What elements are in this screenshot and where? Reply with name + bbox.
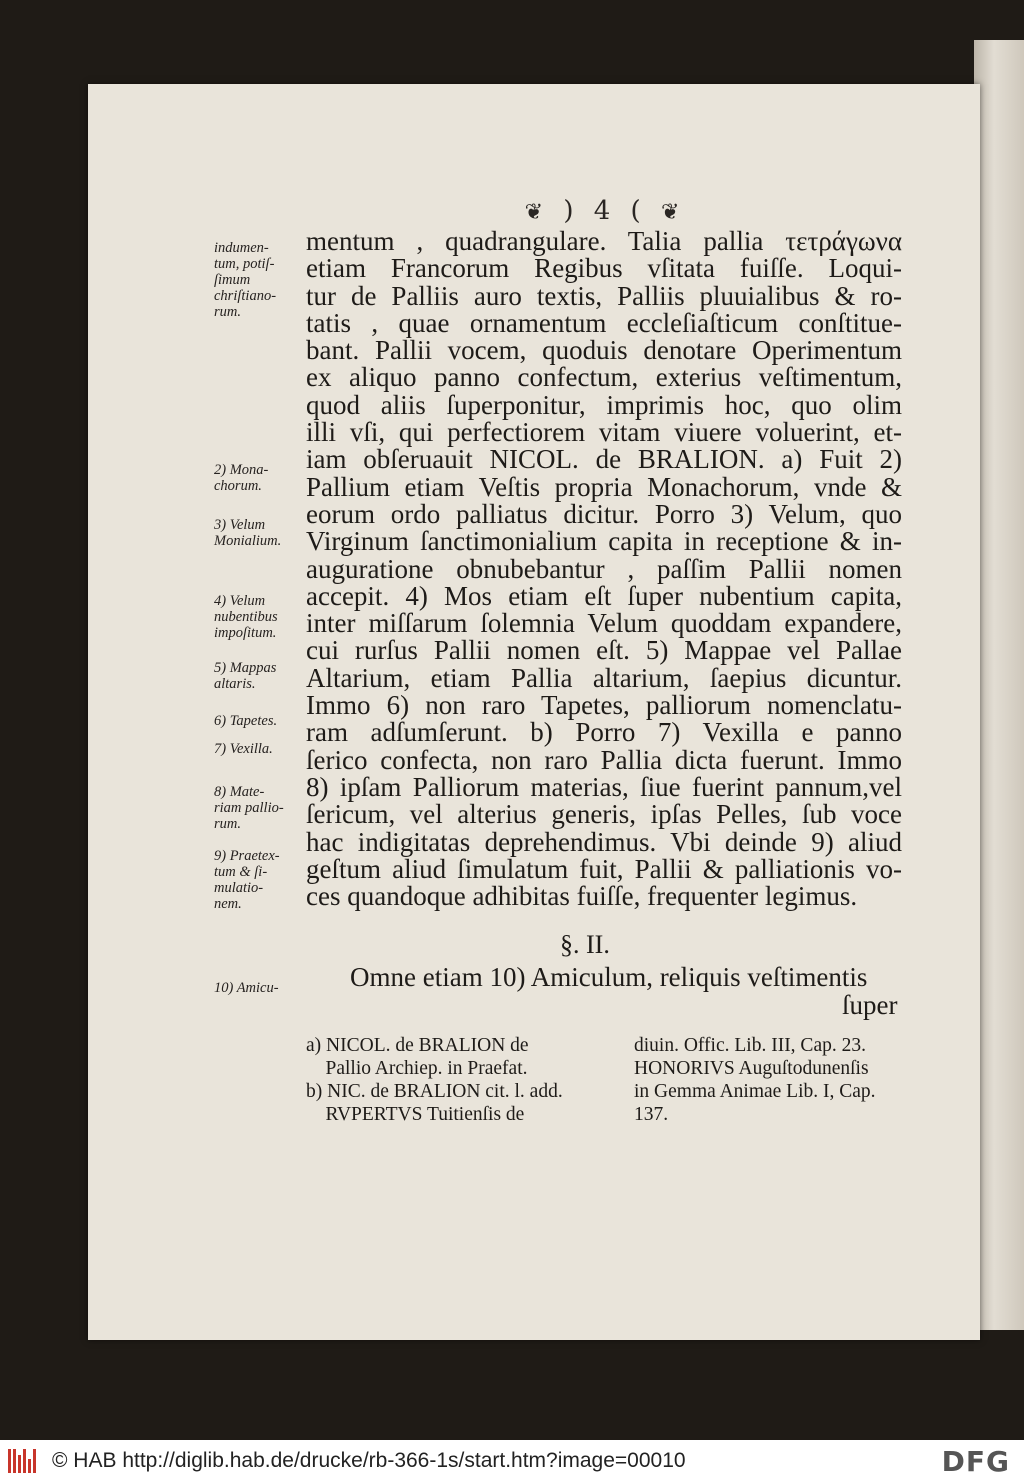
footnote-line: RVPERTVS Tuitienſis de [306, 1104, 525, 1125]
section-heading: §. II. [560, 930, 610, 959]
text-line: iam obſeruauit NICOL. de BRALION. a) Fuit 2) [306, 444, 902, 475]
text-line: tur de Palliis auro textis, Palliis pluuialibus & ro- [306, 280, 902, 311]
text-line: Virginum ſanctimonialium capita in receptione & in- [306, 526, 902, 557]
text-line: cui rurſus Pallii nomen eſt. 5) Mappae vel Pallae [306, 635, 902, 666]
text-line: ſericum, vel alterius generis, ipſas Pelles, ſub voce [306, 799, 902, 830]
dfg-logo: DFG [941, 1445, 1010, 1478]
text-line: eorum ordo palliatus dicitur. Porro 3) Velum, quo [306, 498, 902, 529]
text-line: quod aliis ſuperponitur, imprimis hoc, quo olim [306, 389, 902, 420]
margin-note: 2) Mona- chorum. [214, 462, 269, 494]
footnote-line: a) NICOL. de BRALION de [306, 1035, 529, 1056]
page-number: ) 4 ( [563, 196, 647, 226]
text-line: ram adſumſerunt. b) Porro 7) Vexilla e panno [306, 717, 902, 748]
text-line: 8) ipſam Palliorum materias, ſiue fuerint pannum,vel [306, 771, 902, 802]
footnotes-right [634, 1034, 902, 1126]
ornament-left-icon: ❦ [524, 200, 550, 225]
running-header [500, 196, 710, 226]
main-text [306, 228, 902, 910]
text-line: geſtum aliud ſimulatum fuit, Pallii & palliationis vo- [306, 853, 902, 884]
text-line: inter miſſarum ſolemnia Velum quoddam expandere, [306, 608, 902, 639]
text-line: etiam Francorum Regibus vſitata fuiſſe. Loqui- [306, 253, 902, 284]
margin-note: 9) Praetex- tum & ſi- mulatio- nem. [214, 848, 280, 912]
text-line: hac indigitatas deprehendimus. Vbi deinde 9) aliud [306, 826, 902, 857]
ornament-right-icon: ❦ [660, 200, 686, 225]
margin-note: 6) Tapetes. [214, 713, 278, 729]
margin-note: 10) Amicu- [214, 980, 279, 996]
text-line: ces quandoque adhibitas fuiſſe, frequenter legimus. [306, 881, 858, 912]
text-line: auguratione obnubebantur , paſſim Pallii nomen [306, 553, 902, 584]
margin-note: 8) Mate- riam pallio- rum. [214, 784, 284, 832]
margin-note: 7) Vexilla. [214, 741, 273, 757]
text-line: Altarium, etiam Pallia altarium, ſaepius dicuntur. [306, 662, 902, 693]
footnote-line: HONORIVS Auguſtodunenſis [634, 1058, 869, 1079]
footer-bar [0, 1440, 1024, 1482]
text-line: Omne etiam 10) Amiculum, reliquis veſtimentis [350, 962, 868, 992]
text-line: illi vſi, qui perfectiorem vitam viuere voluerint, et- [306, 417, 902, 448]
text-line: tatis , quae ornamentum eccleſiaſticum conſtitue- [306, 307, 902, 338]
text-line: Pallium etiam Veſtis propria Monachorum, vnde & [306, 471, 902, 502]
margin-note: indumen- tum, potiſ- ſimum chriſtiano- rum. [214, 240, 277, 320]
footnote-line: in Gemma Animae Lib. I, Cap. [634, 1081, 876, 1102]
margin-note: 4) Velum nubentibus impoſitum. [214, 593, 278, 641]
hab-logo-icon [8, 1449, 40, 1473]
text-line: accepit. 4) Mos etiam eſt ſuper nubentium capita, [306, 580, 902, 611]
margin-note: 3) Velum Monialium. [214, 517, 282, 549]
copyright-url-link[interactable]: © HAB http://diglib.hab.de/drucke/rb-366-1s/start.htm?image=00010 [52, 1449, 686, 1472]
text-line: mentum , quadrangulare. Talia pallia τετράγωνα [306, 226, 902, 256]
text-line: ex aliquo panno confectum, exterius veſtimentum, [306, 362, 902, 393]
next-page-edge [974, 40, 1024, 1330]
paragraph-start [350, 964, 902, 991]
footnote-line: b) NIC. de BRALION cit. l. add. [306, 1081, 563, 1102]
text-line: bant. Pallii vocem, quoduis denotare Operimentum [306, 335, 902, 366]
catchword: ſuper [842, 990, 898, 1020]
text-line: Immo 6) non raro Tapetes, palliorum nomenclatu- [306, 690, 902, 721]
text-line: ſerico confecta, non raro Pallia dicta fuerunt. Immo [306, 744, 902, 775]
footnote-line: diuin. Offic. Lib. III, Cap. 23. [634, 1035, 866, 1056]
margin-note: 5) Mappas altaris. [214, 660, 277, 692]
footnote-line: Pallio Archiep. in Praefat. [306, 1058, 528, 1079]
footnotes-left [306, 1034, 590, 1126]
footnote-line: 137. [634, 1104, 669, 1125]
